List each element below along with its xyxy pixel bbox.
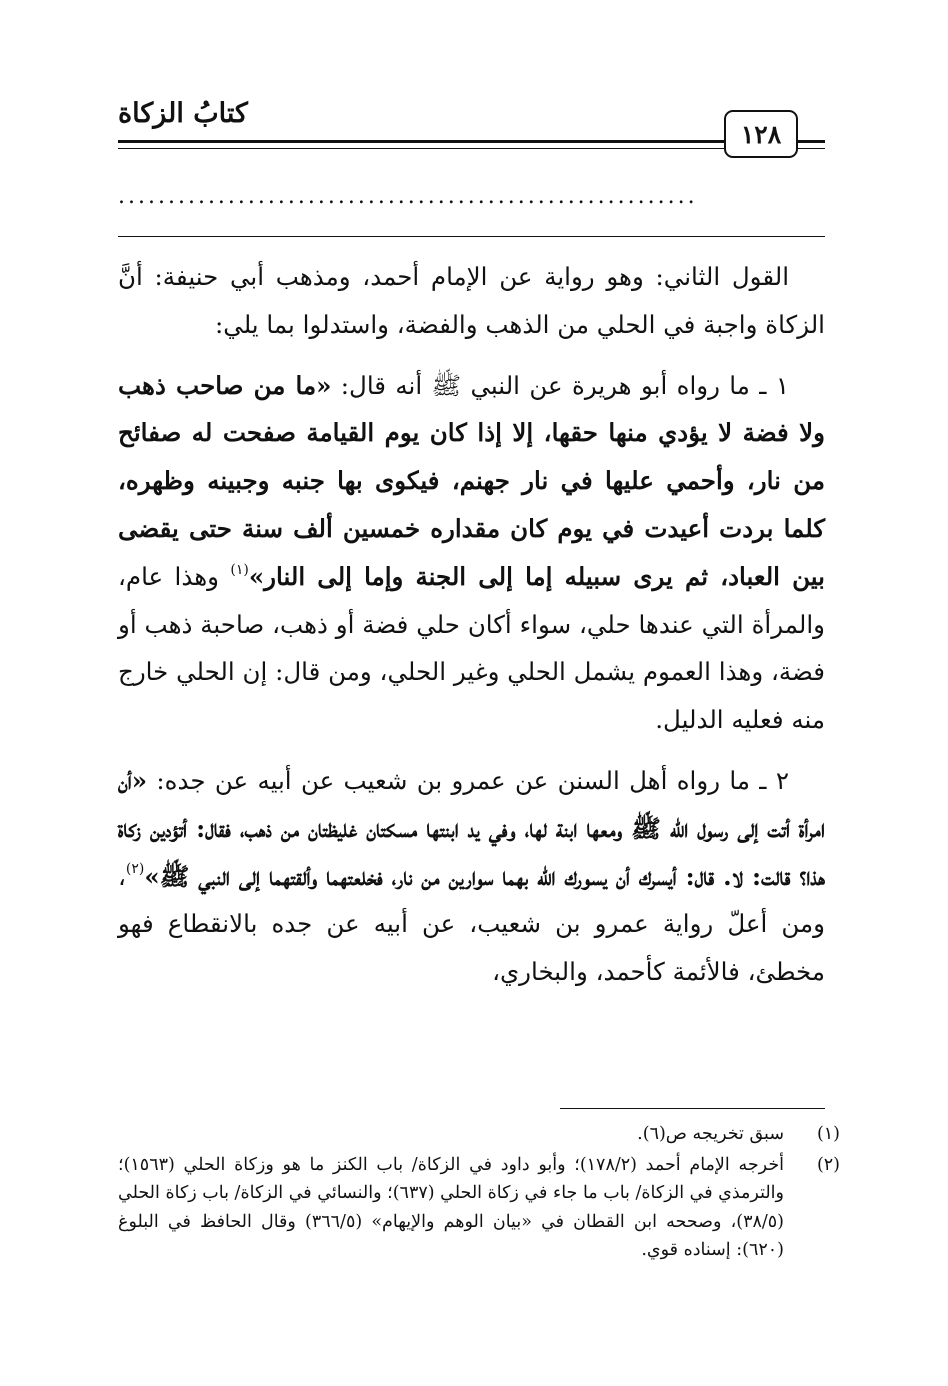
footnote-ref-2: (٢) <box>125 861 145 878</box>
header-rule-left-top <box>118 140 724 143</box>
page-number: ١٢٨ <box>740 119 782 149</box>
footnote-ref-1: (١) <box>230 561 249 578</box>
evidence-2-commentary: ، ومن أعلّ رواية عمرو بن شعيب، عن أبيه عن جده بالانقطاع فهو مخطئ، فالأئمة كأحمد، والبخاري، <box>118 861 825 987</box>
paragraph-evidence-2 <box>118 757 825 996</box>
dotted-separator: .......................................................... <box>118 184 698 209</box>
footnote-rule <box>560 1108 825 1109</box>
evidence-1-intro: ١ ـ ما رواه أبو هريرة عن النبي ﷺ أنه قال: <box>331 370 789 400</box>
paragraph-evidence-1 <box>118 362 825 744</box>
header-rule-right-bottom <box>796 148 825 149</box>
evidence-2-intro: ٢ ـ ما رواه أهل السنن عن عمرو بن شعيب عن أبيه عن جده: <box>147 765 789 795</box>
footnote-number: (٢) <box>816 1154 840 1175</box>
main-text <box>118 253 825 996</box>
footnote-number: (١) <box>816 1124 840 1144</box>
footnotes <box>118 1120 840 1267</box>
evidence-1-hadith: «ما من صاحب ذهب ولا فضة لا يؤدي منها حقها، إلا إذا كان يوم القيامة صفحت له صفائح من نار، وأحمي عليها في نار جهنم، فيكوى بها جنبه وجبينه وظهره، كلما بردت أعيدت في يوم كان مقداره خمسين ألف سنة حتى يقضى بين العباد، ثم يرى سبيله إما إلى الجنة وإما إلى النار» <box>118 370 825 591</box>
footnote-item <box>118 1120 840 1149</box>
footnote-text: سبق تخريجه ص(٦). <box>637 1124 784 1144</box>
content-separator-rule <box>118 236 825 237</box>
header-rule-right-top <box>796 140 825 143</box>
header-rule-left-bottom <box>118 148 724 149</box>
page-number-box <box>724 110 798 158</box>
paragraph-second-opinion: القول الثاني: وهو رواية عن الإمام أحمد، ومذهب أبي حنيفة: أنَّ الزكاة واجبة في الحلي من الذهب والفضة، واستدلوا بما يلي: <box>118 262 825 339</box>
evidence-2-hadith: «أن امرأة أتت إلى رسول الله ﷺ ومعها ابنة لها، وفي يد ابنتها مسكتان غليظتان من ذهب، فقال: أتؤدين زكاة هذا؟ قالت: لا. قال: أيسرك أن يسورك الله بهما سوارين من نار، فخلعتهما وألقتهما إلى النبي ﷺ» <box>118 765 825 891</box>
footnote-text: أخرجه الإمام أحمد (١٧٨/٢)؛ وأبو داود في الزكاة/ باب الكنز ما هو وزكاة الحلي (١٥٦٣)؛ والترمذي في الزكاة/ باب ما جاء في زكاة الحلي (٦٣٧)؛ والنسائي في الزكاة/ باب زكاة الحلي (٣٨/٥)، وصححه ابن القطان في «بيان الوهم والإيهام» (٣٦٦/٥) وقال الحافظ في البلوغ (٦٢٠): إسناده قوي. <box>118 1154 784 1260</box>
evidence-1-commentary: وهذا عام، والمرأة التي عندها حلي، سواء أكان حلي فضة أو ذهب، صاحبة ذهب أو فضة، وهذا العموم يشمل الحلي وغير الحلي، ومن قال: إن الحلي خارج منه فعليه الدليل. <box>118 561 825 735</box>
footnote-item <box>118 1151 840 1265</box>
running-header-title: كتابُ الزكاة <box>118 98 248 129</box>
